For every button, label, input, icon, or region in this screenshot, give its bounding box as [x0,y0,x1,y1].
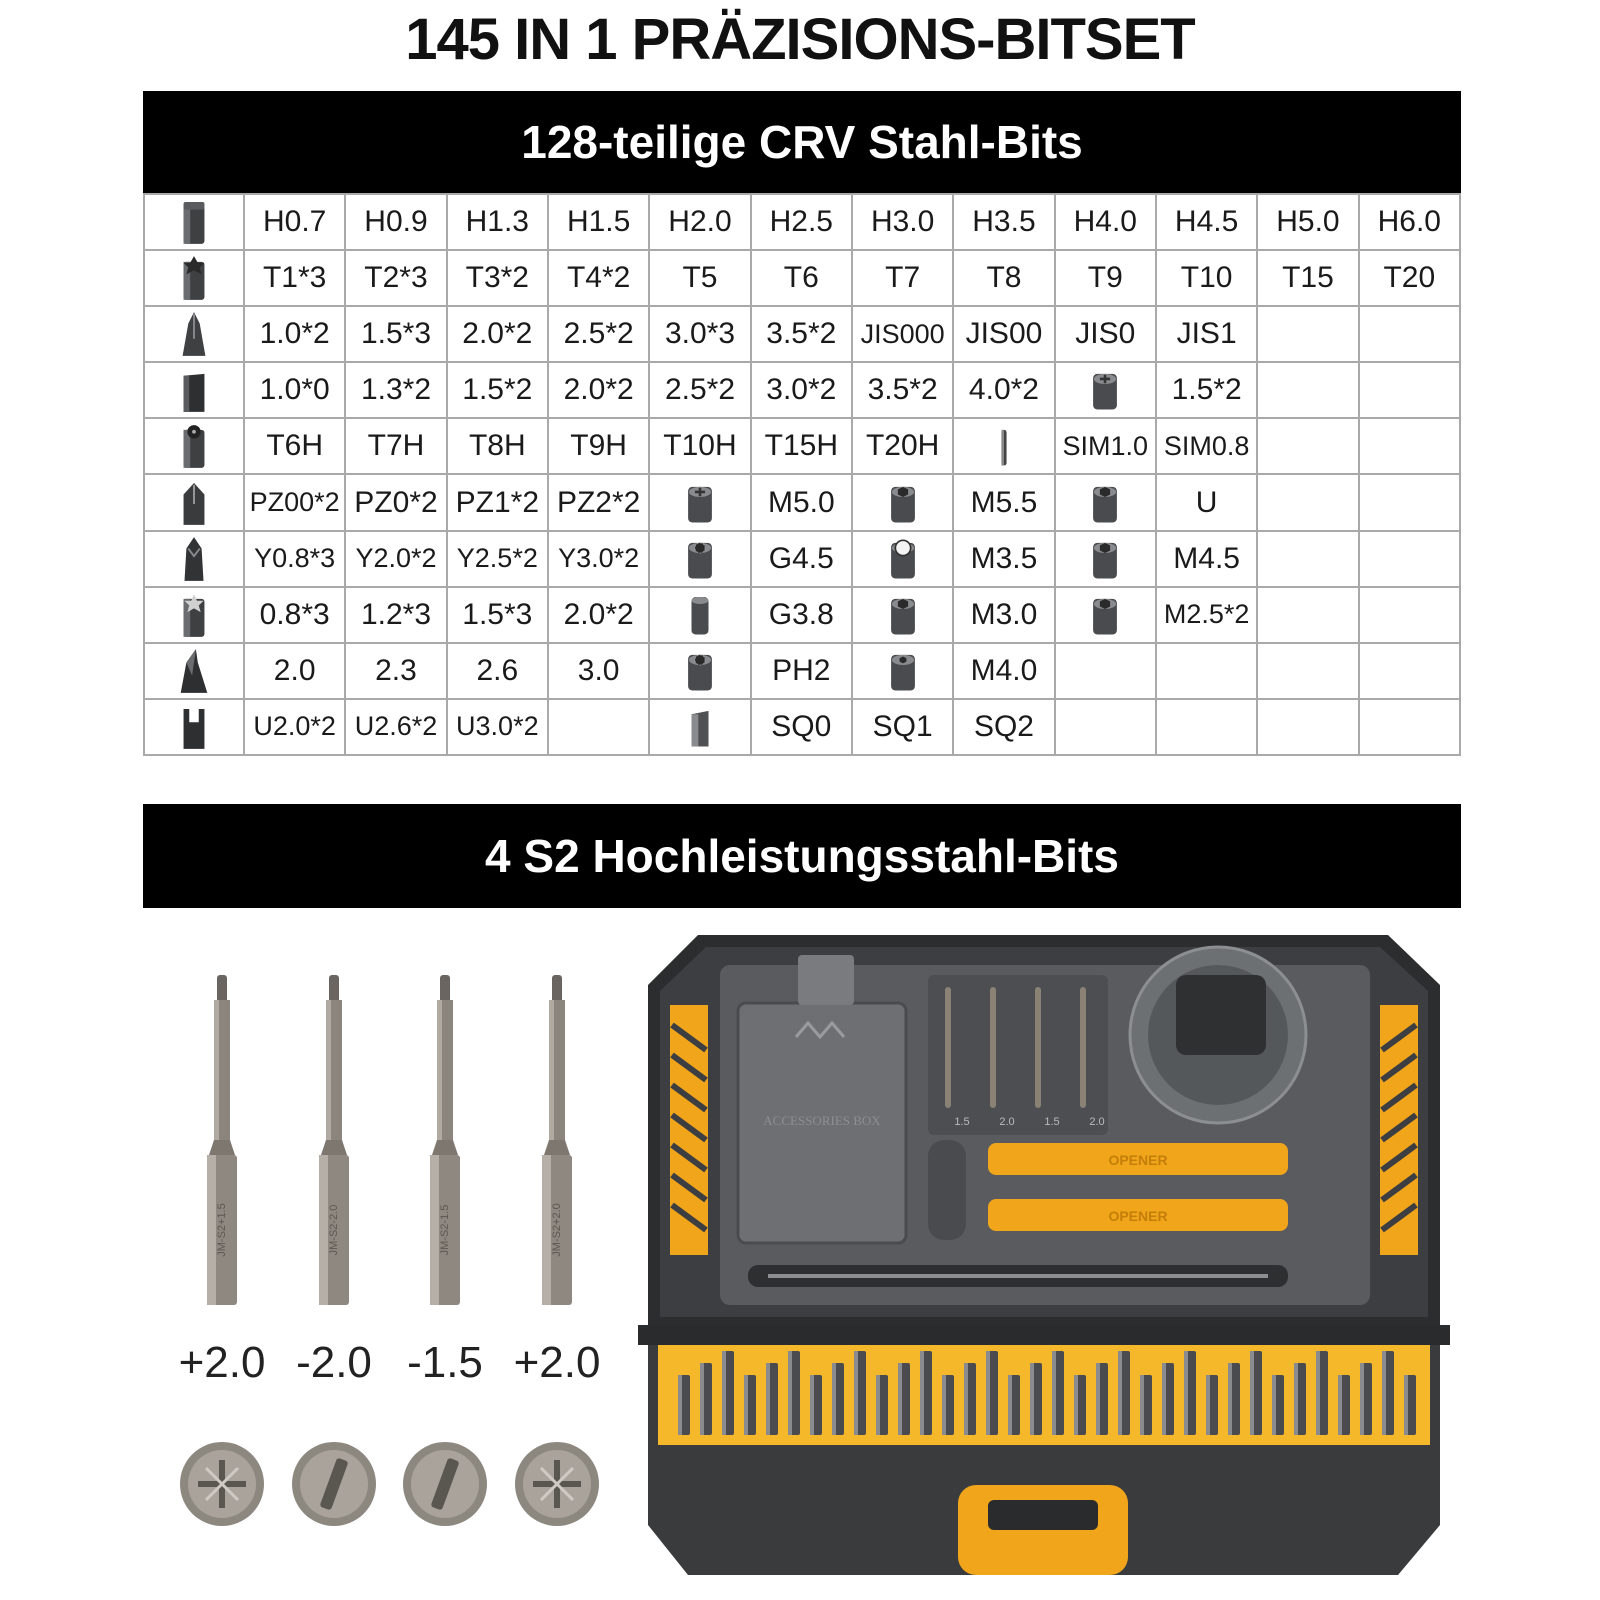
bit-size-label: T2*3 [364,261,428,295]
bit-size-label: 3.0*2 [766,373,837,407]
bit-size-label: Y2.0*2 [355,543,437,574]
slot-label: 2.0 [999,1116,1015,1128]
table-cell [1156,362,1257,418]
table-row [144,306,1460,362]
table-cell [345,194,446,250]
table-cell [548,194,649,250]
table-cell [447,194,548,250]
bit-size-table [143,193,1461,756]
row-bit-type-cell [144,306,244,362]
table-cell [953,250,1054,306]
s2-bit-icon [420,975,470,1305]
table-cell [244,306,345,362]
s2-bit-icon [309,975,359,1305]
bit-size-label: PZ0*2 [354,485,438,519]
table-cell [751,194,852,250]
table-cell [1055,699,1156,755]
table-cell [345,362,446,418]
table-cell [751,306,852,362]
table-cell [244,250,345,306]
table-cell [1257,250,1358,306]
bit-size-label: 3.5*2 [766,317,837,351]
bit-size-label: 2.0*2 [563,373,634,407]
table-cell [1257,643,1358,699]
table-cell [345,418,446,474]
bit-size-label: T4*2 [566,261,631,295]
bit-size-label: 2.0*2 [462,317,533,351]
bit-size-label: M3.0 [970,597,1038,631]
tool-case-image [628,925,1460,1590]
table-cell [1055,250,1156,306]
bit-size-label: JIS000 [860,318,945,349]
plain-bit-icon [683,593,717,637]
table-cell [852,250,953,306]
section-heading-crv: 128-teilige CRV Stahl-Bits [143,91,1461,193]
page-title: 145 IN 1 PRÄZISIONS-BITSET [405,7,1195,72]
left-grip-icon [670,1005,708,1255]
bit-size-label: 1.5*3 [360,317,432,351]
table-cell [1055,643,1156,699]
table-cell [345,474,446,530]
table-cell [244,418,345,474]
table-cell [1257,531,1358,587]
bit-size-label: H3.0 [870,205,935,239]
bit-size-label: 1.0*2 [259,317,330,351]
flat-tip-icon [401,1440,489,1528]
bit-size-label: H3.5 [972,205,1036,239]
table-cell [1359,250,1460,306]
table-cell [852,587,953,643]
pozidriv-bit-icon [175,479,213,527]
torx-security-bit-icon [175,422,213,470]
s2-bit-size-label: -2.0 [296,1338,372,1387]
row-bit-type-cell [144,587,244,643]
table-cell [447,250,548,306]
round-socket-icon [886,537,920,581]
pentalobe-bit-icon [175,591,213,639]
cross-socket-icon [1088,368,1122,412]
row-bit-type-cell [144,474,244,530]
table-cell [1359,194,1460,250]
table-cell [244,474,345,530]
row-bit-type-cell [144,531,244,587]
table-cell [1156,418,1257,474]
bit-size-label: 3.0*3 [664,317,736,351]
hex-socket-icon [886,593,920,637]
bit-size-label: U [1195,485,1218,519]
table-cell [852,418,953,474]
svg-text:OPENER: OPENER [1108,1152,1168,1168]
u-bit-icon [175,703,213,751]
cross-tip-icon [178,1440,266,1528]
bit-size-label: 2.0 [273,653,316,687]
table-cell [649,531,750,587]
phillips-bit-icon [175,310,213,358]
flat-bit-icon [175,366,213,414]
bit-size-label: H0.7 [262,205,327,239]
table-cell [1055,474,1156,530]
table-cell [751,643,852,699]
table-cell [751,587,852,643]
table-cell [345,250,446,306]
torx-bit-icon [175,254,213,302]
bit-size-label: 2.5*2 [563,317,634,351]
bit-size-label: Y2.5*2 [456,543,538,574]
table-cell [649,194,750,250]
table-cell [751,250,852,306]
bit-size-label: T8H [468,429,526,463]
bit-size-label: H6.0 [1377,205,1441,239]
table-cell [953,643,1054,699]
bit-size-label: T10H [663,429,737,463]
table-cell [548,418,649,474]
table-cell [1257,306,1358,362]
table-row [144,531,1460,587]
table-cell [649,418,750,474]
table-cell [447,699,548,755]
row-bit-type-cell [144,418,244,474]
bit-size-label: T6 [783,261,819,295]
bit-size-label: T3*2 [465,261,529,295]
bit-size-label: M2.5*2 [1163,599,1250,630]
table-cell [649,250,750,306]
bit-size-label: M3.5 [970,541,1038,575]
bit-size-label: T15 [1282,261,1334,295]
row-bit-type-cell [144,362,244,418]
bit-size-label: G3.8 [768,597,834,631]
table-row [144,418,1460,474]
bit-size-label: 1.5*3 [462,597,533,631]
table-cell [953,362,1054,418]
table-row [144,643,1460,699]
bit-size-label: H1.3 [465,205,529,239]
svg-text:OPENER: OPENER [1108,1208,1168,1224]
table-cell [1359,418,1460,474]
table-cell [751,418,852,474]
bit-size-label: JIS00 [965,317,1043,351]
table-cell [1359,362,1460,418]
row-bit-type-cell [144,643,244,699]
hex-socket-icon [1088,593,1122,637]
table-cell [852,362,953,418]
table-cell [548,643,649,699]
bit-size-label: M5.5 [970,485,1038,519]
bit-size-label: U2.6*2 [354,711,438,742]
bit-size-label: M4.5 [1173,541,1240,575]
table-row [144,587,1460,643]
table-cell [852,306,953,362]
table-cell [447,418,548,474]
bit-size-label: PH2 [772,653,831,687]
table-cell [1359,699,1460,755]
table-cell [751,362,852,418]
table-cell [1257,587,1358,643]
table-cell [244,587,345,643]
bit-size-label: 1.5*2 [1171,373,1242,407]
slot-label: 1.5 [954,1116,970,1128]
row-bit-type-cell [144,250,244,306]
table-cell [649,306,750,362]
table-cell [953,194,1054,250]
bit-size-label: 3.0 [577,653,620,687]
table-cell [1156,643,1257,699]
bit-size-label: 3.5*2 [867,373,938,407]
bit-size-label: M5.0 [767,485,835,519]
table-cell [548,474,649,530]
table-cell [1055,362,1156,418]
bit-size-label: 4.0*2 [968,373,1039,407]
table-cell [1156,306,1257,362]
bit-size-label: 0.8*3 [259,597,330,631]
s2-bit-icon [532,975,582,1305]
table-cell [953,474,1054,530]
table-cell [244,643,345,699]
cross-tip-icon [513,1440,601,1528]
gear-socket-icon [683,537,717,581]
cross-socket-icon [683,481,717,525]
slot-label: 1.5 [1044,1116,1060,1128]
table-cell [447,362,548,418]
bit-size-label: T10 [1180,261,1233,295]
table-cell [1156,587,1257,643]
table-cell [244,531,345,587]
bit-size-label: T9 [1087,261,1123,295]
hex-socket-icon [1088,537,1122,581]
table-cell [1359,643,1460,699]
bit-engraving: JM-S2-1.5 [439,1204,451,1256]
square-bit-icon [683,705,717,749]
hex-socket-icon [1088,481,1122,525]
bit-size-label: 2.3 [375,653,417,687]
bit-size-label: T9H [570,429,627,463]
table-cell [447,306,548,362]
bit-size-label: H1.5 [566,205,631,239]
table-cell [751,474,852,530]
bit-size-label: JIS0 [1075,317,1136,351]
row-bit-type-cell [144,699,244,755]
flat-tip-icon [290,1440,378,1528]
table-cell [1055,587,1156,643]
table-cell [1257,194,1358,250]
table-cell [1156,699,1257,755]
table-cell [548,250,649,306]
table-cell [649,474,750,530]
bit-size-label: SQ0 [771,709,832,743]
bit-engraving: JM-S2+1.5 [216,1203,228,1257]
bit-size-label: T7 [885,261,921,295]
table-cell [1257,699,1358,755]
bit-size-label: T20 [1383,261,1436,295]
table-cell [1156,194,1257,250]
table-cell [548,699,649,755]
table-cell [751,531,852,587]
bit-size-label: T5 [682,261,718,295]
table-cell [1156,250,1257,306]
bit-size-label: H0.9 [364,205,428,239]
table-cell [1257,418,1358,474]
s2-bit-size-label: +2.0 [513,1338,601,1387]
table-cell [447,587,548,643]
table-cell [1257,362,1358,418]
bit-size-label: H2.0 [668,205,732,239]
table-cell [1055,194,1156,250]
table-cell [345,531,446,587]
table-cell [244,194,345,250]
table-cell [345,306,446,362]
bit-size-label: Y0.8*3 [254,543,336,574]
bit-size-label: 1.3*2 [360,373,432,407]
table-cell [852,643,953,699]
slot-label: 2.0 [1089,1116,1105,1128]
bit-size-label: H4.5 [1174,205,1239,239]
accessories-box-label: ACCESSORIES BOX [763,1113,881,1128]
bit-size-label: H5.0 [1276,205,1340,239]
bit-size-label: SIM0.8 [1163,430,1250,461]
table-cell [852,699,953,755]
table-cell [1257,474,1358,530]
bit-size-label: Y3.0*2 [558,543,640,574]
table-row [144,699,1460,755]
table-cell [1055,531,1156,587]
bit-size-label: SQ1 [872,709,933,743]
table-cell [345,699,446,755]
gear-socket-icon [683,649,717,693]
hex-bit-icon [175,198,213,246]
bit-size-label: M4.0 [970,653,1038,687]
table-cell [447,474,548,530]
hex-socket-icon [886,481,920,525]
table-cell [1055,306,1156,362]
table-cell [852,194,953,250]
table-cell [953,531,1054,587]
s2-bit-size-label: -1.5 [407,1338,483,1387]
bit-size-label: T20H [865,429,940,463]
table-cell [345,587,446,643]
bit-size-label: PZ1*2 [455,485,540,519]
bit-size-label: 2.5*2 [664,373,736,407]
bit-size-label: T15H [764,429,838,463]
table-cell [447,531,548,587]
s2-bit-size-label: +2.0 [178,1338,266,1387]
right-grip-icon [1380,1005,1418,1255]
table-cell [1156,531,1257,587]
table-cell [953,418,1054,474]
triangle-bit-icon [175,647,213,695]
table-cell [1156,474,1257,530]
table-cell [649,699,750,755]
table-cell [345,643,446,699]
bit-size-label: 2.0*2 [563,597,634,631]
table-cell [649,587,750,643]
row-bit-type-cell [144,194,244,250]
table-cell [548,531,649,587]
table-row [144,194,1460,250]
small-socket-icon [886,649,920,693]
table-cell [548,306,649,362]
bit-size-label: U2.0*2 [253,711,336,742]
table-cell [244,362,345,418]
bit-engraving: JM-S2-2.0 [328,1204,340,1256]
bit-size-label: JIS1 [1176,317,1237,351]
bit-size-label: 1.2*3 [360,597,432,631]
bit-size-label: SIM1.0 [1062,430,1149,461]
bit-size-label: PZ00*2 [249,487,340,518]
table-cell [1359,531,1460,587]
bit-size-label: PZ2*2 [556,485,641,519]
bit-size-label: T6H [266,429,323,463]
table-cell [953,699,1054,755]
bit-size-label: T1*3 [262,261,327,295]
bit-size-label: G4.5 [768,541,834,575]
bit-size-label: 1.0*0 [259,373,330,407]
bit-engraving: JM-S2+2.0 [551,1203,563,1257]
table-cell [1359,587,1460,643]
table-cell [1359,306,1460,362]
table-cell [548,362,649,418]
bit-size-label: H4.0 [1073,205,1137,239]
table-cell [548,587,649,643]
table-cell [649,643,750,699]
table-cell [649,362,750,418]
table-cell [447,643,548,699]
bit-size-label: T7H [367,429,425,463]
table-cell [953,306,1054,362]
table-cell [953,587,1054,643]
table-cell [751,699,852,755]
bit-size-label: 2.6 [476,653,519,687]
bit-size-label: H2.5 [769,205,833,239]
bit-size-label: SQ2 [973,709,1034,743]
bit-size-label: 1.5*2 [462,373,533,407]
table-row [144,250,1460,306]
table-cell [1055,418,1156,474]
table-cell [244,699,345,755]
sim-pin-icon [987,424,1021,468]
table-cell [852,531,953,587]
table-cell [1359,474,1460,530]
table-row [144,362,1460,418]
tri-wing-bit-icon [175,535,213,583]
table-cell [852,474,953,530]
s2-bit-icon [197,975,247,1305]
section-heading-s2: 4 S2 Hochleistungsstahl-Bits [143,804,1461,908]
table-row [144,474,1460,530]
bit-size-label: T8 [986,261,1022,295]
bit-size-label: U3.0*2 [456,711,539,742]
